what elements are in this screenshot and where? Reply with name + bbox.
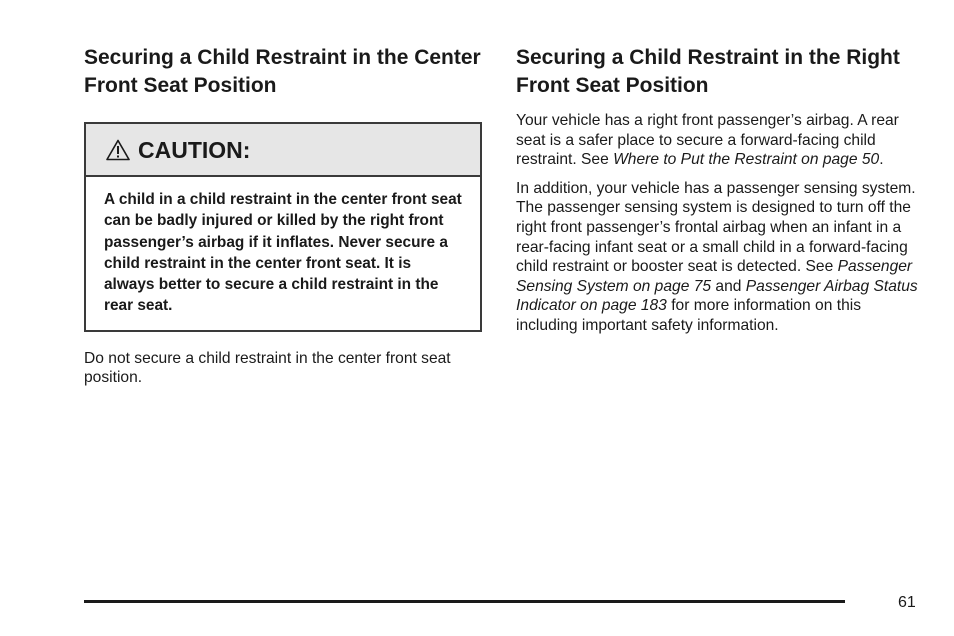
paragraph-text: . bbox=[879, 151, 884, 169]
caution-header bbox=[86, 124, 480, 177]
caution-box bbox=[84, 122, 482, 332]
left-column bbox=[84, 44, 486, 388]
cross-reference-link: Passenger Airbag Status Indicator on page 183 bbox=[516, 277, 918, 315]
right-seat-paragraph-1 bbox=[516, 111, 920, 170]
cross-reference-link: Passenger Sensing System on page 75 bbox=[516, 258, 913, 295]
warning-triangle-icon bbox=[106, 139, 130, 161]
paragraph-text: Your vehicle has a right front passenger’s airbag. A rear seat is a safer place to secure a forward-facing child restraint. See bbox=[516, 112, 899, 169]
cross-reference-link: Where to Put the Restraint on page 50 bbox=[613, 151, 880, 169]
section-heading-center-front: Securing a Child Restraint in the Center Front Seat Position bbox=[84, 46, 481, 97]
footer-rule bbox=[84, 600, 845, 603]
section-heading-right-front: Securing a Child Restraint in the Right Front Seat Position bbox=[516, 46, 900, 97]
right-column bbox=[516, 44, 920, 336]
paragraph-text: and bbox=[711, 277, 746, 295]
page-number: 61 bbox=[898, 594, 916, 611]
center-seat-paragraph: Do not secure a child restraint in the center front seat position. bbox=[84, 349, 451, 387]
paragraph-text: for more information on this including important safety information. bbox=[516, 297, 861, 334]
caution-text: A child in a child restraint in the center front seat can be badly injured or killed by the right front passenger’s airbag if it inflates. Never secure a child restraint in the center front seat. It is always better to secure a child restraint in the rear seat. bbox=[104, 191, 462, 315]
caution-title: CAUTION: bbox=[138, 136, 251, 163]
right-seat-paragraph-2 bbox=[516, 179, 920, 336]
paragraph-text: In addition, your vehicle has a passenger sensing system. The passenger sensing system is designed to turn off the right front passenger’s frontal airbag when an infant in a rear-facing infant seat or a small child in a forward-facing child restraint or booster seat is detected. See bbox=[516, 179, 916, 276]
